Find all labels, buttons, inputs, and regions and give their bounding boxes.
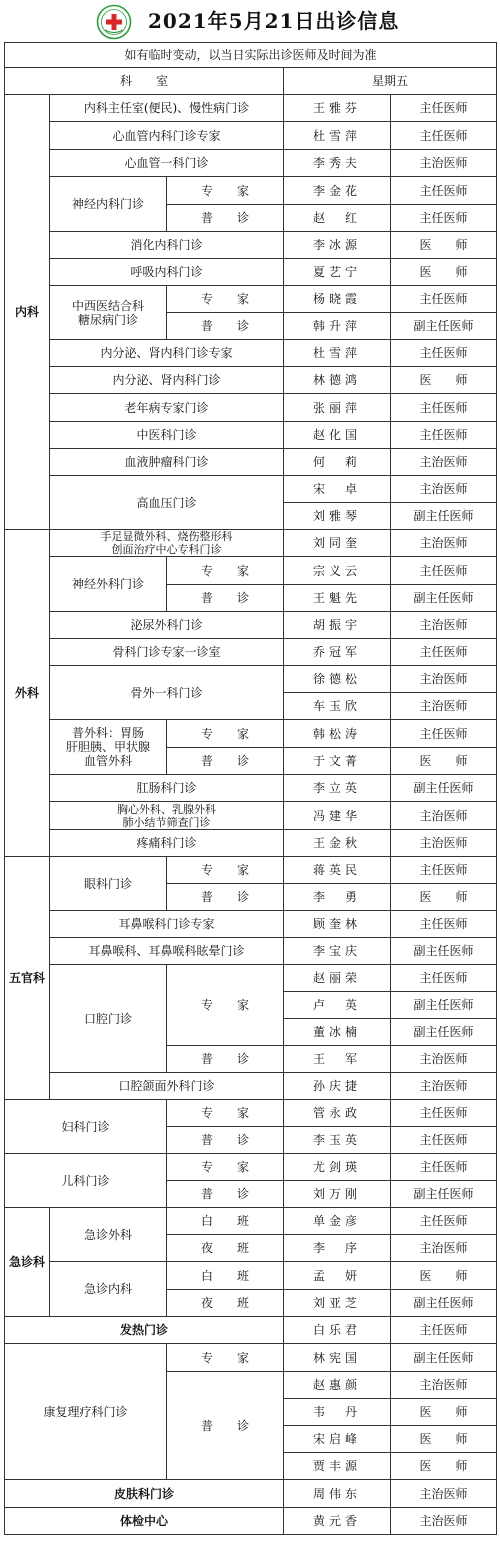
doctor-title: 主任医师 (391, 122, 497, 150)
doctor-name: 黄元香 (284, 1508, 391, 1535)
table-row (5, 938, 497, 965)
doctor-name: 刘亚芝 (284, 1290, 391, 1317)
table-row (5, 830, 497, 857)
doctor-name: 宋 卓 (284, 476, 391, 503)
doctor-title: 主治医师 (391, 449, 497, 476)
doctor-name: 周伟东 (284, 1480, 391, 1508)
session-cell: 普 诊 (167, 748, 284, 775)
session-cell: 专 家 (167, 965, 284, 1046)
doctor-name: 白乐君 (284, 1317, 391, 1344)
doctor-name: 刘雅琴 (284, 503, 391, 530)
table-row (5, 1154, 497, 1181)
table-row (5, 911, 497, 938)
table-row (5, 232, 497, 259)
doctor-title: 主任医师 (391, 422, 497, 449)
doctor-title: 主任医师 (391, 911, 497, 938)
doctor-name: 杨晓霞 (284, 286, 391, 313)
department-cell: 口腔颌面外科门诊 (50, 1073, 284, 1100)
table-row (5, 259, 497, 286)
hospital-logo-icon (96, 4, 132, 40)
session-cell: 专 家 (167, 286, 284, 313)
session-cell: 普 诊 (167, 1372, 284, 1480)
doctor-name: 林宪国 (284, 1344, 391, 1372)
table-row (5, 367, 497, 394)
department-cell: 发热门诊 (5, 1317, 284, 1344)
doctor-name: 赵丽荣 (284, 965, 391, 992)
session-cell: 专 家 (167, 1100, 284, 1127)
doctor-name: 孟 妍 (284, 1262, 391, 1290)
doctor-name: 李金花 (284, 177, 391, 205)
session-cell: 专 家 (167, 557, 284, 585)
doctor-name: 王金秋 (284, 830, 391, 857)
doctor-name: 宋启峰 (284, 1426, 391, 1453)
doctor-name: 尤剑瑛 (284, 1154, 391, 1181)
session-cell: 白 班 (167, 1208, 284, 1235)
doctor-title: 主治医师 (391, 830, 497, 857)
table-header-row (5, 68, 497, 95)
table-row (5, 449, 497, 476)
doctor-name: 单金彦 (284, 1208, 391, 1235)
department-cell: 中西医结合科 糖尿病门诊 (50, 286, 167, 340)
doctor-title: 主治医师 (391, 530, 497, 557)
session-cell: 普 诊 (167, 1181, 284, 1208)
doctor-title: 副主任医师 (391, 938, 497, 965)
department-cell: 急诊外科 (50, 1208, 167, 1262)
weekday-header: 星期五 (284, 68, 497, 95)
table-row (5, 857, 497, 884)
table-row (5, 394, 497, 422)
doctor-name: 卢 英 (284, 992, 391, 1019)
doctor-name: 刘万刚 (284, 1181, 391, 1208)
doctor-title: 主任医师 (391, 340, 497, 367)
doctor-name: 王雅芬 (284, 95, 391, 122)
doctor-title: 主任医师 (391, 1208, 497, 1235)
session-cell: 白 班 (167, 1262, 284, 1290)
doctor-name: 管永政 (284, 1100, 391, 1127)
doctor-title: 副主任医师 (391, 775, 497, 802)
department-cell: 消化内科门诊 (50, 232, 284, 259)
doctor-title: 副主任医师 (391, 503, 497, 530)
doctor-title: 副主任医师 (391, 992, 497, 1019)
doctor-title: 主治医师 (391, 1073, 497, 1100)
doctor-name: 李冰源 (284, 232, 391, 259)
department-cell: 高血压门诊 (50, 476, 284, 530)
doctor-name: 夏艺宁 (284, 259, 391, 286)
doctor-name: 李玉英 (284, 1127, 391, 1154)
doctor-title: 主任医师 (391, 1154, 497, 1181)
session-cell: 夜 班 (167, 1235, 284, 1262)
doctor-title: 主任医师 (391, 394, 497, 422)
doctor-name: 韩升萍 (284, 313, 391, 340)
department-cell: 肛肠科门诊 (50, 775, 284, 802)
department-cell: 心血管一科门诊 (50, 150, 284, 177)
department-cell: 妇科门诊 (5, 1100, 167, 1154)
category-cell: 五官科 (5, 857, 50, 1100)
doctor-title: 副主任医师 (391, 585, 497, 612)
doctor-name: 顾奎林 (284, 911, 391, 938)
doctor-title: 副主任医师 (391, 313, 497, 340)
doctor-title: 主任医师 (391, 177, 497, 205)
doctor-name: 王魁先 (284, 585, 391, 612)
session-cell: 专 家 (167, 1154, 284, 1181)
department-cell: 血液肿瘤科门诊 (50, 449, 284, 476)
department-cell: 胸心外科、乳腺外科 肺小结节筛查门诊 (50, 802, 284, 830)
doctor-title: 医 师 (391, 884, 497, 911)
doctor-name: 刘同奎 (284, 530, 391, 557)
doctor-title: 主任医师 (391, 639, 497, 666)
doctor-title: 副主任医师 (391, 1290, 497, 1317)
page-header (0, 0, 500, 42)
doctor-title: 主任医师 (391, 95, 497, 122)
doctor-title: 主任医师 (391, 1317, 497, 1344)
session-cell: 专 家 (167, 720, 284, 748)
clinic-schedule-table (4, 42, 497, 1535)
table-row (5, 1262, 497, 1290)
doctor-name: 宗义云 (284, 557, 391, 585)
doctor-title: 副主任医师 (391, 1181, 497, 1208)
doctor-title: 主任医师 (391, 720, 497, 748)
doctor-title: 主任医师 (391, 557, 497, 585)
doctor-title: 医 师 (391, 1453, 497, 1480)
doctor-title: 医 师 (391, 232, 497, 259)
session-cell: 普 诊 (167, 1046, 284, 1073)
department-cell: 神经内科门诊 (50, 177, 167, 232)
department-cell: 康复理疗科门诊 (5, 1344, 167, 1480)
table-row (5, 1344, 497, 1372)
doctor-title: 主治医师 (391, 666, 497, 693)
table-row (5, 1208, 497, 1235)
table-row (5, 1480, 497, 1508)
department-cell: 眼科门诊 (50, 857, 167, 911)
doctor-name: 林德鸿 (284, 367, 391, 394)
department-cell: 儿科门诊 (5, 1154, 167, 1208)
doctor-title: 副主任医师 (391, 1344, 497, 1372)
table-row (5, 422, 497, 449)
doctor-name: 董冰楠 (284, 1019, 391, 1046)
session-cell: 普 诊 (167, 1127, 284, 1154)
doctor-name: 乔冠军 (284, 639, 391, 666)
schedule-notice: 如有临时变动，以当日实际出诊医师及时间为准 (5, 43, 497, 68)
doctor-title: 主任医师 (391, 1100, 497, 1127)
department-cell: 体检中心 (5, 1508, 284, 1535)
department-cell: 骨科门诊专家一诊室 (50, 639, 284, 666)
category-cell: 急诊科 (5, 1208, 50, 1317)
doctor-title: 医 师 (391, 259, 497, 286)
doctor-title: 主任医师 (391, 286, 497, 313)
category-cell: 内科 (5, 95, 50, 530)
doctor-title: 主治医师 (391, 150, 497, 177)
department-cell: 内分泌、肾内科门诊 (50, 367, 284, 394)
table-row (5, 340, 497, 367)
table-row (5, 95, 497, 122)
table-row (5, 775, 497, 802)
doctor-name: 李立英 (284, 775, 391, 802)
doctor-name: 蒋英民 (284, 857, 391, 884)
doctor-name: 孙庆捷 (284, 1073, 391, 1100)
doctor-name: 冯建华 (284, 802, 391, 830)
doctor-name: 赵惠颜 (284, 1372, 391, 1399)
doctor-name: 韩松涛 (284, 720, 391, 748)
table-row (5, 612, 497, 639)
department-cell: 急诊内科 (50, 1262, 167, 1317)
doctor-title: 副主任医师 (391, 1019, 497, 1046)
doctor-title: 主治医师 (391, 1235, 497, 1262)
doctor-title: 医 师 (391, 1399, 497, 1426)
department-cell: 心血管内科门诊专家 (50, 122, 284, 150)
doctor-title: 主治医师 (391, 1480, 497, 1508)
session-cell: 专 家 (167, 857, 284, 884)
department-cell: 普外科：胃肠 肝胆胰、甲状腺 血管外科 (50, 720, 167, 775)
doctor-title: 主治医师 (391, 1046, 497, 1073)
doctor-title: 主治医师 (391, 693, 497, 720)
table-row (5, 639, 497, 666)
notice-row (5, 43, 497, 68)
doctor-title: 主治医师 (391, 802, 497, 830)
table-row (5, 476, 497, 503)
doctor-title: 主治医师 (391, 1372, 497, 1399)
session-cell: 普 诊 (167, 884, 284, 911)
department-cell: 疼痛科门诊 (50, 830, 284, 857)
department-cell: 泌尿外科门诊 (50, 612, 284, 639)
doctor-name: 徐德松 (284, 666, 391, 693)
department-cell: 内科主任室(便民)、慢性病门诊 (50, 95, 284, 122)
table-row (5, 1508, 497, 1535)
doctor-name: 贾丰源 (284, 1453, 391, 1480)
department-cell: 神经外科门诊 (50, 557, 167, 612)
category-cell: 外科 (5, 530, 50, 857)
table-row (5, 720, 497, 748)
department-cell: 皮肤科门诊 (5, 1480, 284, 1508)
table-row (5, 177, 497, 205)
session-cell: 专 家 (167, 177, 284, 205)
department-cell: 耳鼻喉科门诊专家 (50, 911, 284, 938)
doctor-name: 李 勇 (284, 884, 391, 911)
department-cell: 内分泌、肾内科门诊专家 (50, 340, 284, 367)
doctor-name: 车玉欣 (284, 693, 391, 720)
session-cell: 普 诊 (167, 585, 284, 612)
doctor-name: 韦 丹 (284, 1399, 391, 1426)
department-cell: 骨外一科门诊 (50, 666, 284, 720)
table-row (5, 557, 497, 585)
doctor-title: 主任医师 (391, 205, 497, 232)
doctor-name: 杜雪萍 (284, 122, 391, 150)
doctor-title: 主任医师 (391, 1127, 497, 1154)
department-cell: 中医科门诊 (50, 422, 284, 449)
doctor-name: 李秀夫 (284, 150, 391, 177)
doctor-name: 胡振宇 (284, 612, 391, 639)
department-cell: 手足显微外科、烧伤整形科 创面治疗中心专科门诊 (50, 530, 284, 557)
doctor-name: 王 军 (284, 1046, 391, 1073)
table-row (5, 1073, 497, 1100)
session-cell: 专 家 (167, 1344, 284, 1372)
doctor-title: 医 师 (391, 1262, 497, 1290)
doctor-title: 医 师 (391, 367, 497, 394)
department-cell: 耳鼻喉科、耳鼻喉科眩晕门诊 (50, 938, 284, 965)
doctor-title: 主治医师 (391, 612, 497, 639)
doctor-title: 医 师 (391, 748, 497, 775)
doctor-title: 主任医师 (391, 965, 497, 992)
doctor-title: 主任医师 (391, 857, 497, 884)
doctor-title: 主治医师 (391, 476, 497, 503)
doctor-name: 于文菁 (284, 748, 391, 775)
table-row (5, 1100, 497, 1127)
session-cell: 夜 班 (167, 1290, 284, 1317)
department-cell: 老年病专家门诊 (50, 394, 284, 422)
doctor-name: 赵化国 (284, 422, 391, 449)
table-row (5, 530, 497, 557)
department-cell: 呼吸内科门诊 (50, 259, 284, 286)
doctor-name: 杜雪萍 (284, 340, 391, 367)
department-cell: 口腔门诊 (50, 965, 167, 1073)
table-row (5, 286, 497, 313)
table-row (5, 150, 497, 177)
department-header: 科 室 (5, 68, 284, 95)
doctor-name: 李宝庆 (284, 938, 391, 965)
table-row (5, 1317, 497, 1344)
session-cell: 普 诊 (167, 313, 284, 340)
table-row (5, 802, 497, 830)
doctor-title: 主治医师 (391, 1508, 497, 1535)
doctor-name: 何 莉 (284, 449, 391, 476)
doctor-name: 赵 红 (284, 205, 391, 232)
table-row (5, 965, 497, 992)
table-row (5, 122, 497, 150)
session-cell: 普 诊 (167, 205, 284, 232)
page-title: 2021年5月21日出诊信息 (148, 9, 400, 33)
table-row (5, 666, 497, 693)
doctor-name: 张丽萍 (284, 394, 391, 422)
doctor-name: 李 序 (284, 1235, 391, 1262)
doctor-title: 医 师 (391, 1426, 497, 1453)
